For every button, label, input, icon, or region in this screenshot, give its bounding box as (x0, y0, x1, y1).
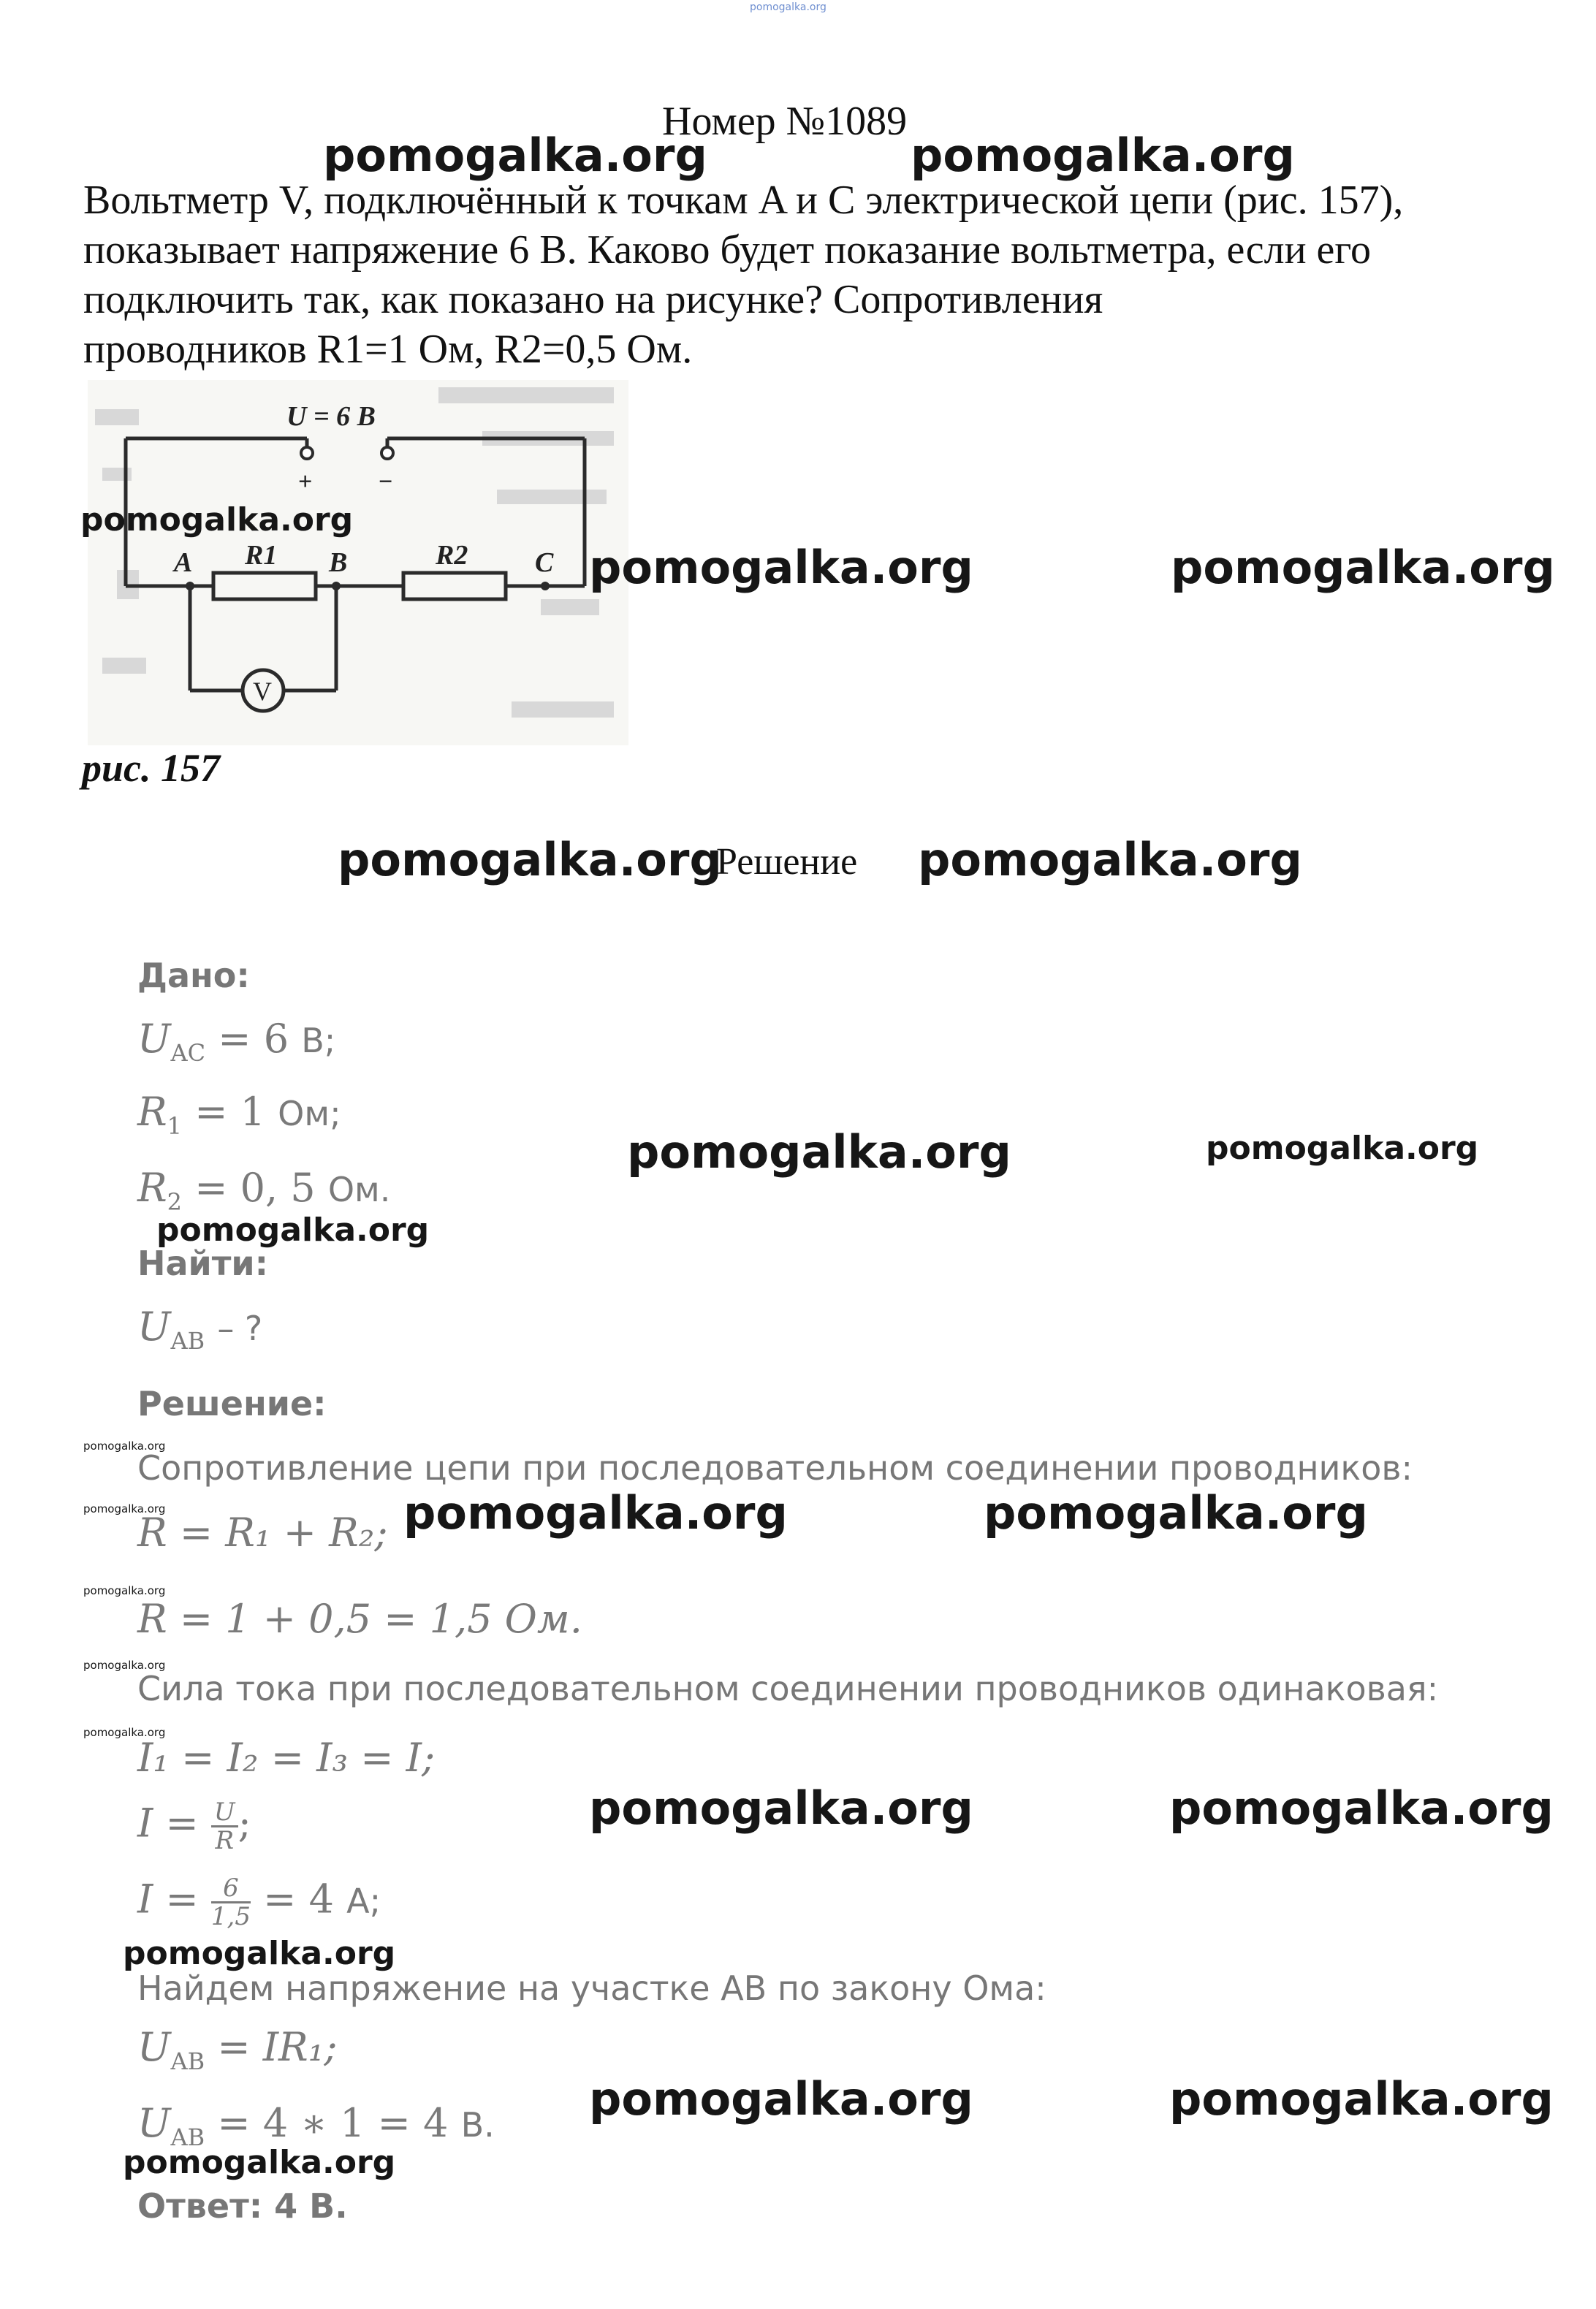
watermark: pomogalka.org (403, 1486, 788, 1540)
r1-label: R1 (245, 540, 278, 571)
terminal-minus (381, 447, 393, 459)
given-uac: $U_{AC} = 6$ В; (137, 1016, 336, 1067)
watermark: pomogalka.org (80, 501, 354, 539)
junction-c (541, 582, 550, 590)
voltage-label: U = 6 B (286, 401, 376, 432)
solution-text-2: Сила тока при последовательном соединении проводников одинаковая: (137, 1669, 1439, 1708)
point-a-label: A (174, 547, 193, 578)
watermark: pomogalka.org (1171, 541, 1555, 594)
equation-uab-calc: $U_{AB} = 4$ ∗ 1 = 4 В. (137, 2100, 495, 2151)
watermark-top: pomogalka.org (750, 1, 826, 13)
plus-sign: + (298, 468, 313, 495)
voltmeter-label: V (253, 677, 272, 706)
watermark: pomogalka.org (918, 833, 1302, 886)
task-line: показывает напряжение 6 В. Каково будет показание вольтметра, если его (83, 227, 1371, 273)
task-line: Вольтметр V, подключённый к точкам A и C электрической цепи (рис. 157), (83, 178, 1404, 223)
equation-uab: $U_{AB} = IR_1$; (137, 2024, 338, 2075)
task-line: подключить так, как показано на рисунке? Сопротивления (83, 277, 1103, 322)
point-b-label: B (329, 547, 348, 578)
solution-text-1: Сопротивление цепи при последовательном соединении проводников: (137, 1448, 1413, 1488)
equation-r-calc: R = 1 + 0,5 = 1,5 Ом. (137, 1596, 582, 1642)
figure-caption: рис. 157 (82, 746, 220, 790)
r2-label: R2 (436, 540, 468, 571)
junction-b (332, 582, 341, 590)
watermark: pomogalka.org (1169, 1781, 1554, 1835)
equation-r-sum: R = R₁ + R₂; (137, 1510, 388, 1556)
circuit-diagram (88, 380, 628, 745)
find-title: Найти: (137, 1244, 269, 1283)
watermark: pomogalka.org (627, 1125, 1011, 1179)
solution-title: Решение: (137, 1384, 327, 1423)
watermark: pomogalka.org (83, 1502, 166, 1515)
watermark: pomogalka.org (911, 129, 1295, 182)
given-title: Дано: (137, 956, 250, 995)
watermark: pomogalka.org (83, 1439, 166, 1453)
task-line: проводников R1=1 Ом, R2=0,5 Ом. (83, 327, 693, 372)
solution-heading: Решение (716, 841, 858, 883)
given-r2: $R_2 = 0$, 5 Ом. (137, 1165, 391, 1216)
watermark: pomogalka.org (338, 833, 722, 886)
watermark: pomogalka.org (589, 541, 973, 594)
watermark: pomogalka.org (1169, 2072, 1554, 2126)
watermark: pomogalka.org (589, 1781, 973, 1835)
watermark: pomogalka.org (1206, 1130, 1479, 1167)
watermark: pomogalka.org (323, 129, 707, 182)
equation-current-calc: I = $\frac{6}{1,5}$ = 4 А; (137, 1874, 381, 1931)
watermark: pomogalka.org (156, 1211, 430, 1249)
watermark: pomogalka.org (83, 1584, 166, 1597)
answer: Ответ: 4 В. (137, 2186, 348, 2226)
find-uab: $U_{AB}$ – ? (137, 1304, 263, 1355)
watermark: pomogalka.org (123, 1935, 396, 1972)
task-text (83, 175, 1403, 374)
junction-a (186, 582, 194, 590)
equation-currents-equal: I₁ = I₂ = I₃ = I; (137, 1735, 436, 1781)
point-c-label: C (535, 547, 554, 578)
equation-ohm: I = $\frac{U}{R}$ ; (137, 1798, 251, 1855)
minus-sign: − (379, 468, 393, 495)
given-r1: $R_1 = 1$ Ом; (137, 1089, 341, 1140)
page-title: Номер №1089 (662, 99, 908, 144)
watermark: pomogalka.org (83, 1659, 166, 1672)
watermark: pomogalka.org (589, 2072, 973, 2126)
terminal-plus (301, 447, 313, 459)
watermark: pomogalka.org (984, 1486, 1368, 1540)
watermark: pomogalka.org (123, 2144, 396, 2181)
watermark: pomogalka.org (83, 1726, 166, 1739)
solution-text-3: Найдем напряжение на участке AB по закону Ома: (137, 1968, 1046, 2008)
